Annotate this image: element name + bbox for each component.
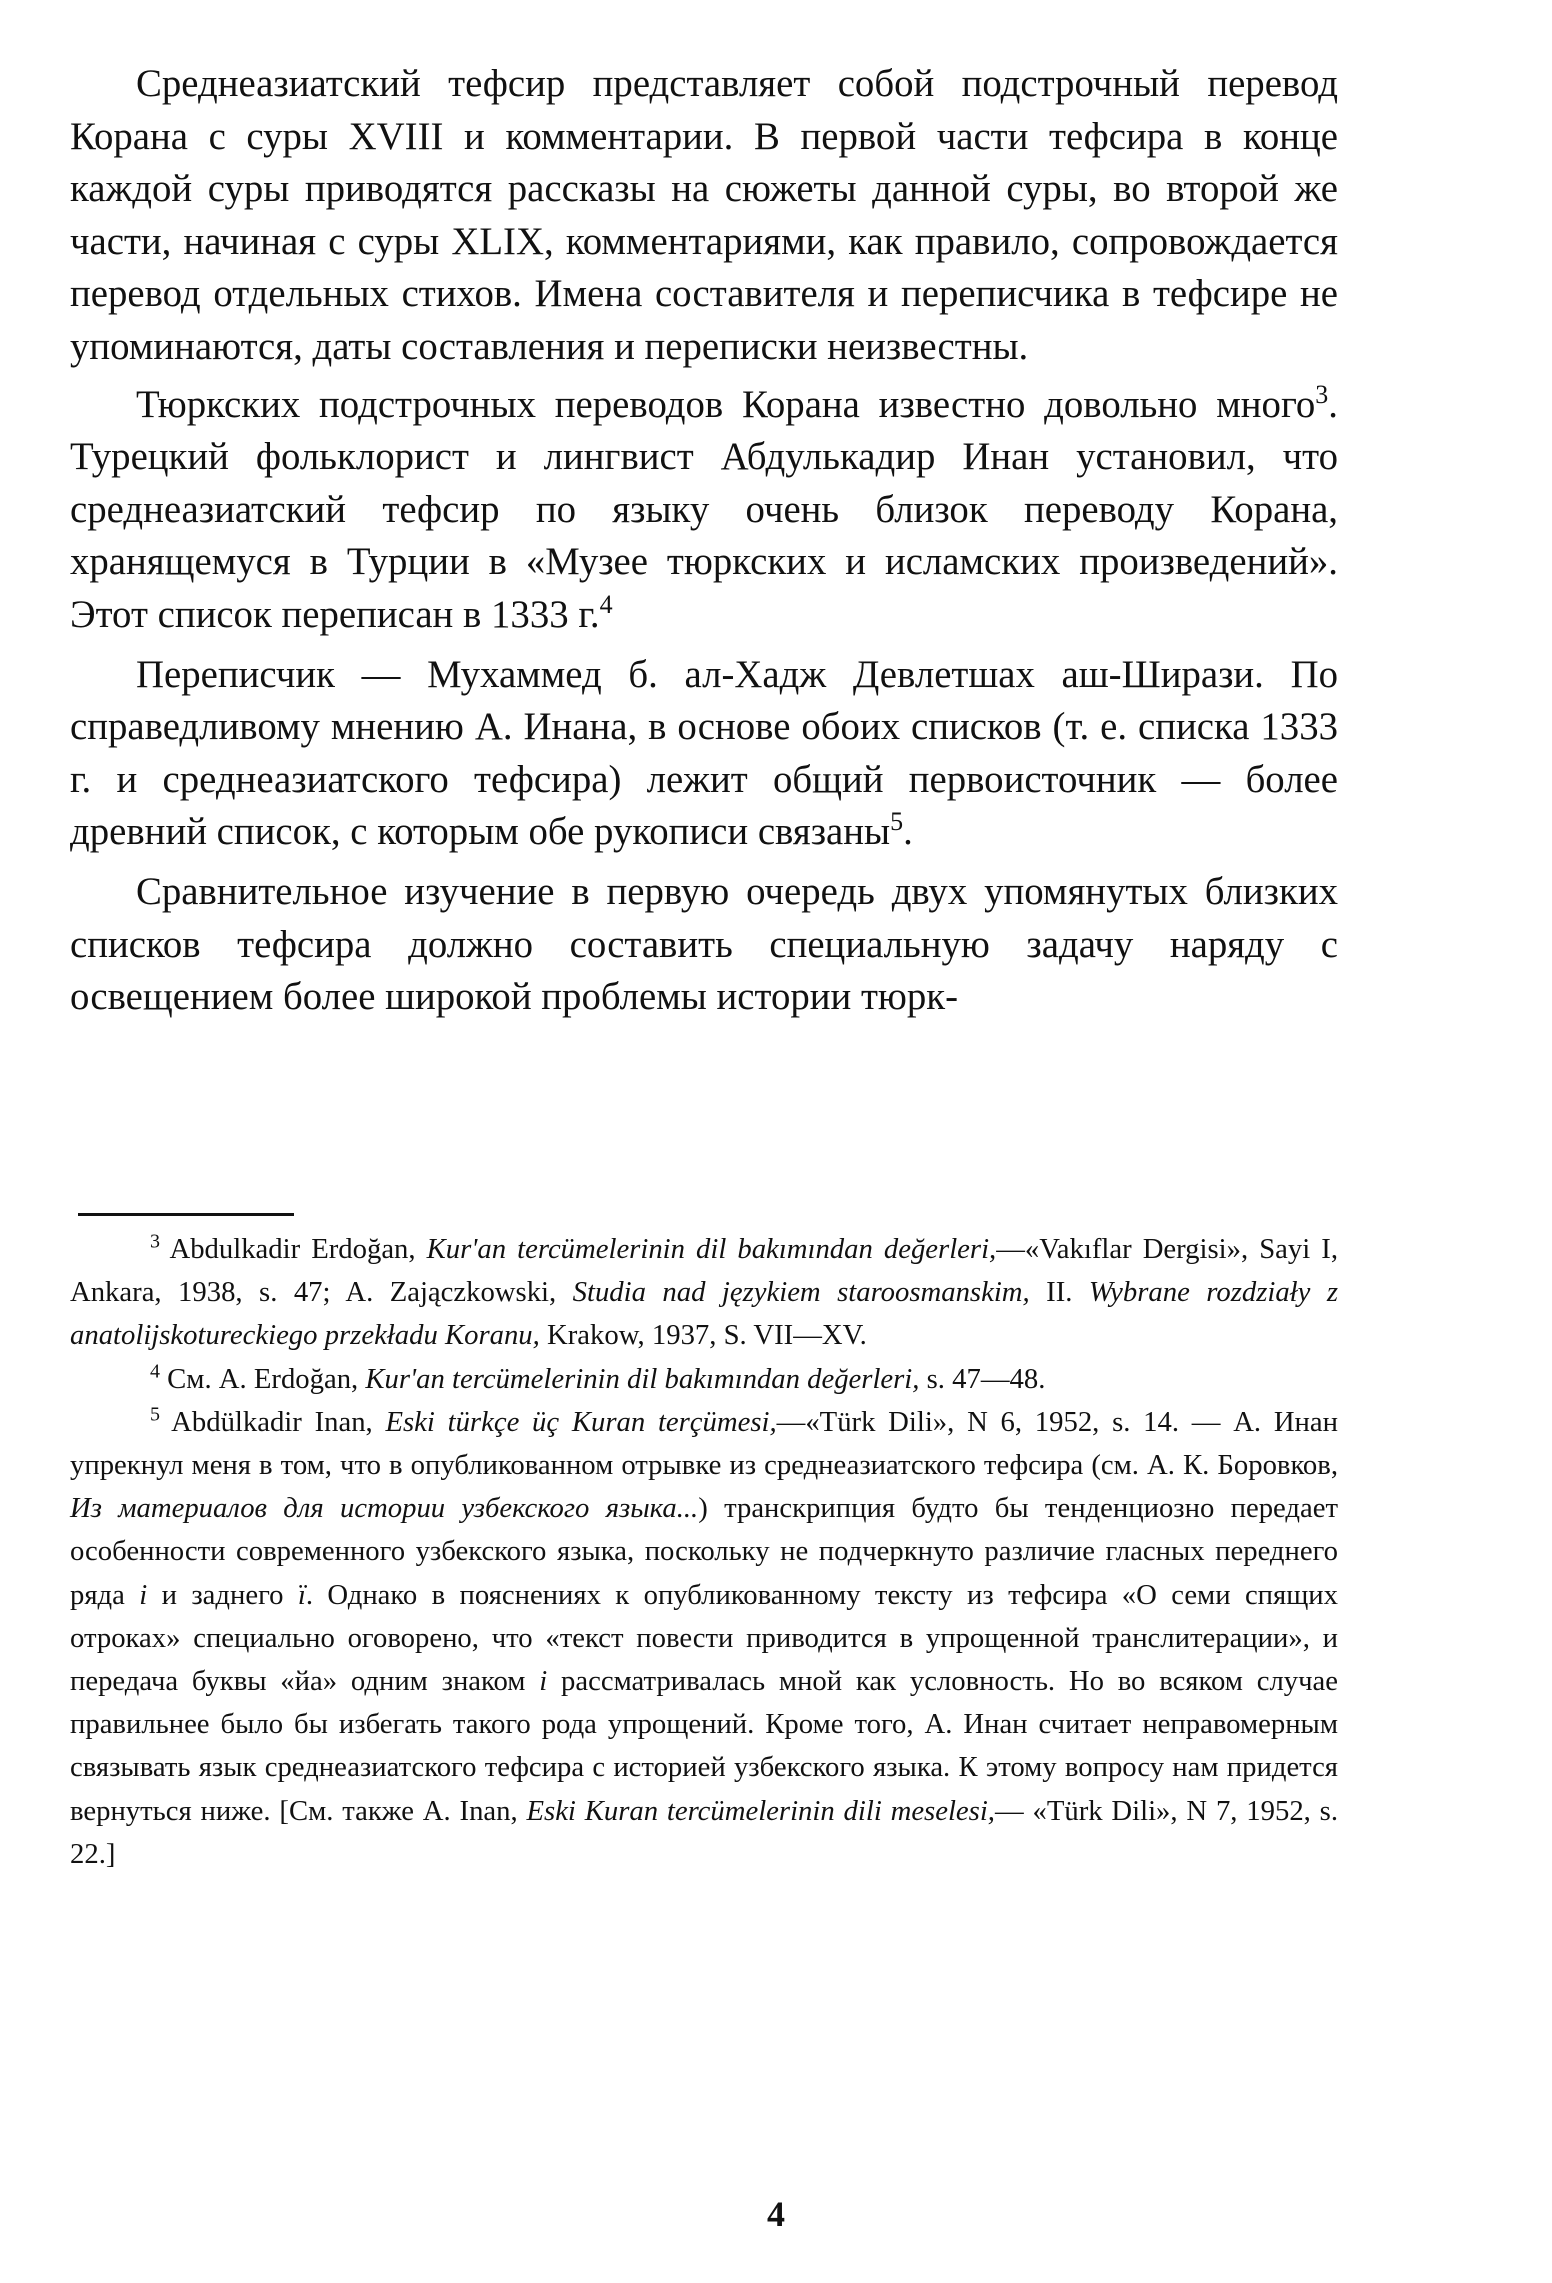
page-number: 4: [767, 2194, 785, 2234]
paragraph-4: Сравнительное изучение в первую очередь двух упомянутых близких списков тефсира должно составить специальную задачу наряду с освещением более широкой проблемы истории тюрк-: [70, 869, 1338, 1019]
footnote-3-title: Kur'an tercümelerinin dil bakımından değerleri,: [426, 1233, 997, 1265]
footnote-5-text: и заднего: [147, 1578, 298, 1611]
paragraph-3-text-b: .: [903, 810, 913, 854]
footnote-separator: [78, 1213, 294, 1216]
footnote-3-text: II.: [1029, 1276, 1089, 1309]
footnote-5-text: Abdülkadir Inan,: [171, 1405, 386, 1438]
footnote-ref-4: 4: [599, 590, 613, 620]
paragraph-2-text-a: Тюркских подстрочных переводов Корана известно довольно много: [136, 382, 1316, 426]
paragraph-3-text-a: Переписчик — Мухаммед б. ал-Хадж Девлетшах аш-Ширази. По справедливому мнению А. Инана, в основе обоих списков (т. е. списка 1333 г. и среднеазиатского тефсира) лежит общий первоисточник — более древний список, с которым обе рукописи связаны: [70, 652, 1338, 854]
footnote-3-text: Krakow, 1937, S. VII—XV.: [539, 1319, 867, 1352]
footnote-5-title: Eski Kuran tercümelerinin dili meselesi,: [526, 1794, 995, 1827]
main-text: [70, 58, 1338, 1031]
footnote-ref-3: 3: [1315, 379, 1329, 409]
footnote-3-number: 3: [150, 1230, 160, 1253]
footnote-5-title: Из материалов для истории узбекского языка...: [70, 1492, 699, 1525]
footnote-3-title: Studia nad językiem staroosmanskim,: [572, 1276, 1030, 1309]
footnote-5-letter: ï: [297, 1578, 306, 1611]
footnote-5-title: Eski türkçe üç Kuran terçümesi,: [385, 1405, 777, 1438]
paragraph-2-text-b: . Турецкий фольклорист и лингвист Абдулькадир Инан установил, что среднеазиатский тефсир по языку очень близок переводу Корана, хранящемуся в Турции в «Музее тюркских и исламских произведений». Этот список переписан в 1333 г.: [70, 382, 1338, 636]
footnote-3-text: Abdulkadir Erdoğan,: [169, 1233, 427, 1265]
footnote-3: [70, 1228, 1338, 1358]
footnote-5-letter: i: [539, 1665, 548, 1698]
paragraph-2: [70, 379, 1338, 642]
footnote-5-letter: i: [139, 1578, 148, 1611]
footnote-5-number: 5: [150, 1403, 160, 1426]
footnote-5-text: ) транскрипция будто бы тенденциозно передает особенности современного узбекского языка, поскольку не подчеркнуто различие гласных переднего ряда: [70, 1492, 1338, 1611]
footnote-4-text: s. 47—48.: [919, 1362, 1046, 1395]
footnote-3-text: —«Vakıflar Dergisi», Sayi I, Ankara, 1938, s. 47; A. Zajączkowski,: [70, 1233, 1338, 1309]
footnote-4-title: Kur'an tercümelerinin dil bakımından değerleri,: [365, 1362, 920, 1395]
paragraph-3: [70, 649, 1338, 859]
footnote-4-text: См. А. Erdoğan,: [167, 1362, 366, 1395]
footnote-5-text: . Однако в пояснениях к опубликованному тексту из тефсира «О семи спящих отроках» специально оговорено, что «текст повести приводится в упрощенной транслитерации», и передача буквы «йа» одним знаком: [70, 1578, 1339, 1698]
footnote-4-number: 4: [150, 1360, 160, 1383]
footnote-4: [70, 1358, 1338, 1401]
footnote-ref-5: 5: [890, 807, 904, 837]
footnote-5: [70, 1401, 1338, 1876]
footnote-5-text: — «Türk Dili», N 7, 1952, s. 22.]: [70, 1794, 1338, 1870]
footnote-3-title: Wybrane rozdziały z anatolijskotureckiego przekładu Koranu,: [70, 1276, 1338, 1352]
footnote-5-text: рассматривалась мной как условность. Но во всяком случае правильнее было бы избегать такого рода упрощений. Кроме того, А. Инан считает неправомерным связывать язык среднеазиатского тефсира с историей узбекского языка. К этому вопросу нам придется вернуться ниже. [См. также A. Inan,: [70, 1665, 1338, 1827]
paragraph-1: Среднеазиатский тефсир представляет собой подстрочный перевод Корана с суры XVIII и комментарии. В первой части тефсира в конце каждой суры приводятся рассказы на сюжеты данной суры, во второй же части, начиная с суры XLIX, комментариями, как правило, сопровождается перевод отдельных стихов. Имена составителя и переписчика в тефсире не упоминаются, даты составления и переписки неизвестны.: [70, 62, 1338, 368]
footnotes: [70, 1228, 1338, 1876]
footnote-5-text: —«Türk Dili», N 6, 1952, s. 14. — А. Инан упрекнул меня в том, что в опубликованном отрывке из среднеазиатского тефсира (см. А. К. Боровков,: [70, 1405, 1338, 1482]
